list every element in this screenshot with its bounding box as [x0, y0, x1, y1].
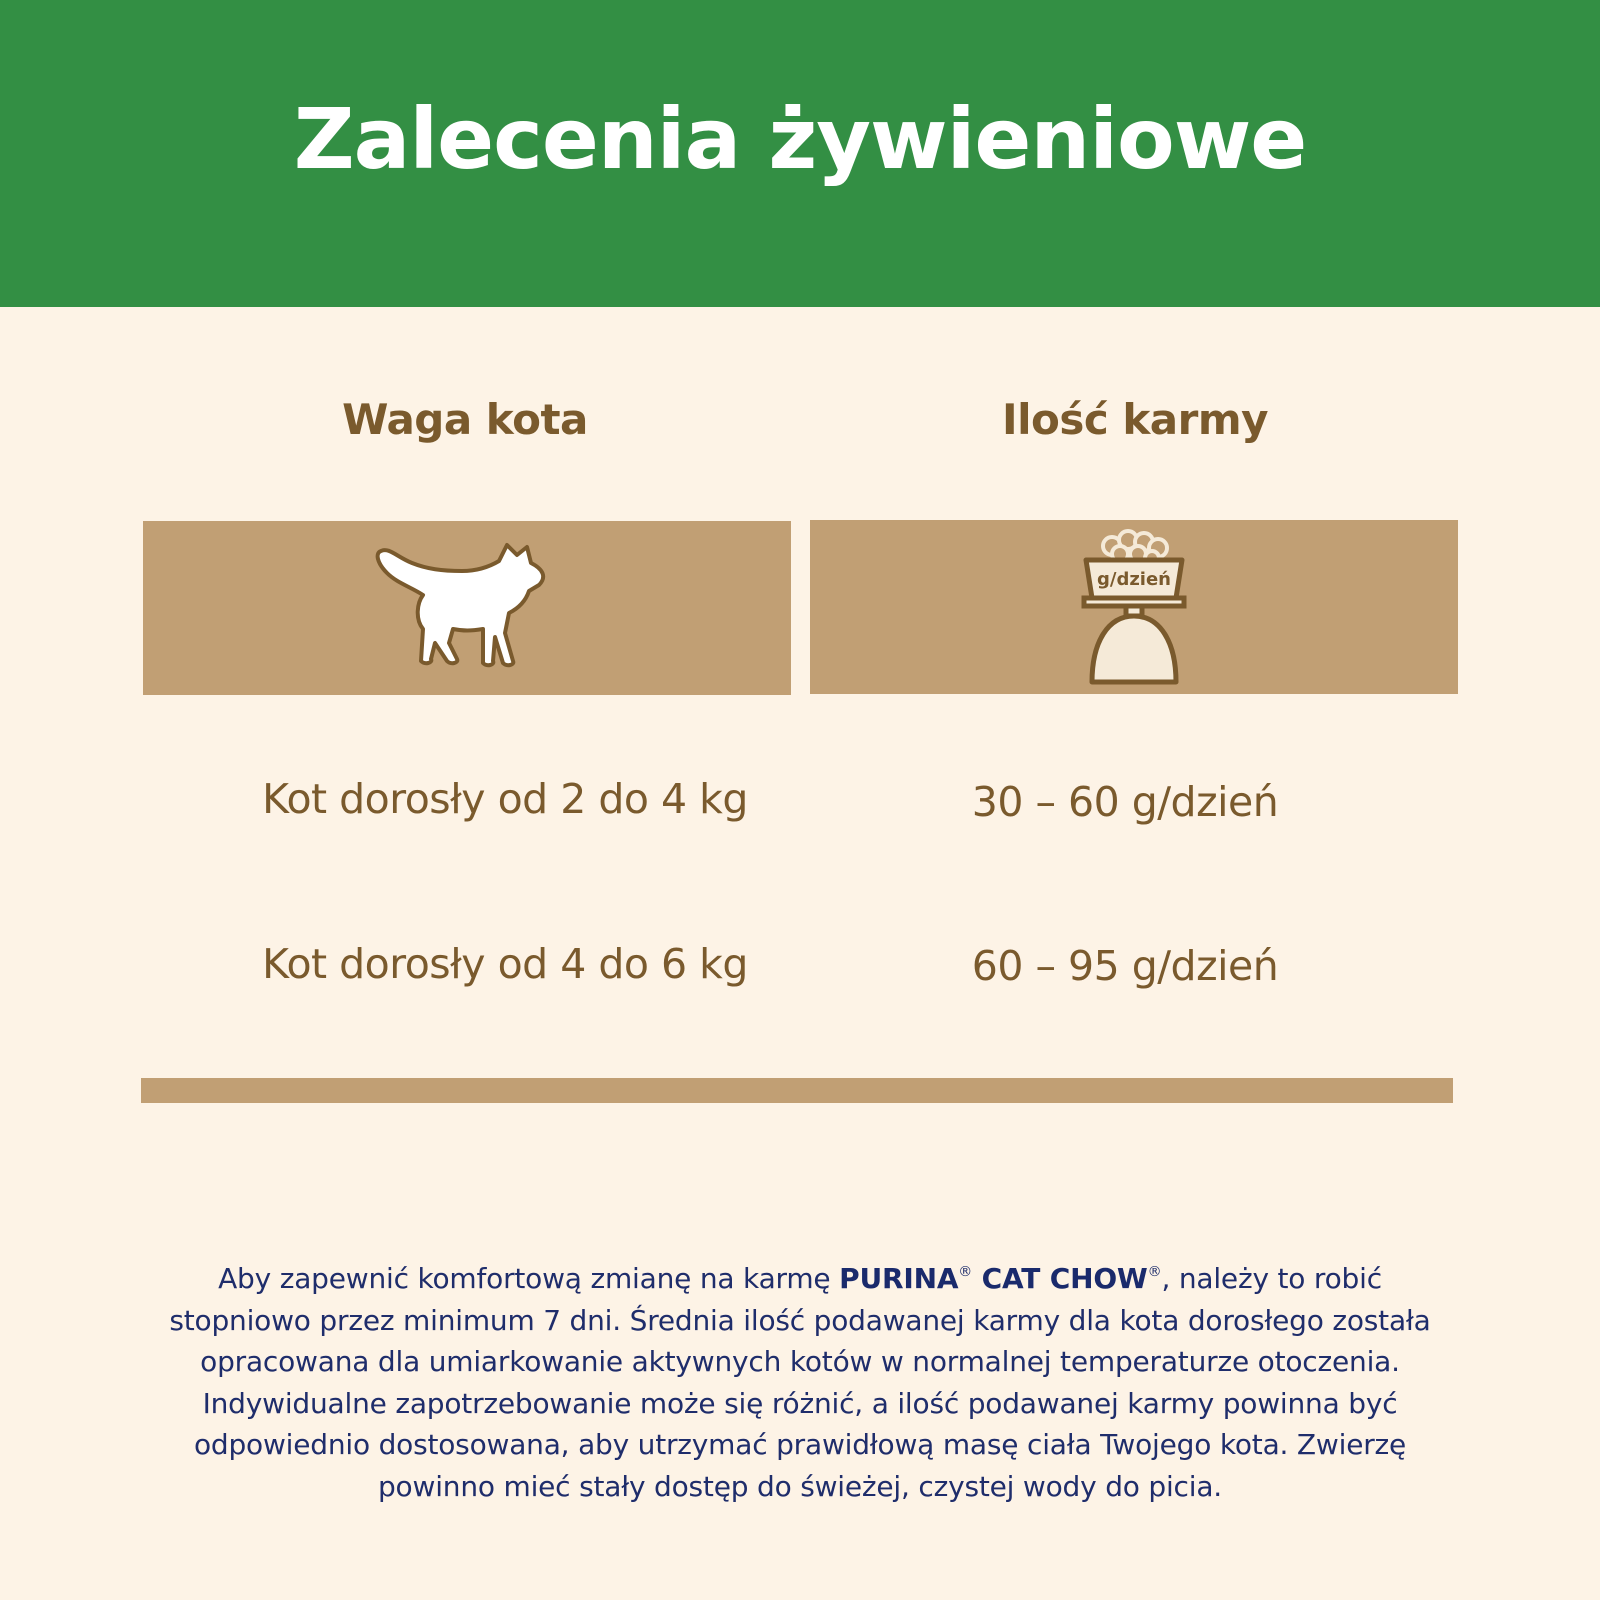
cat-icon: [367, 533, 567, 683]
column-header-amount: Ilość karmy: [1001, 395, 1269, 444]
weight-row-1: Kot dorosły od 2 do 4 kg: [262, 775, 748, 823]
brand-cat-chow: CAT CHOW: [972, 1262, 1148, 1295]
brand-purina: PURINA: [839, 1262, 959, 1295]
weight-row-2: Kot dorosły od 4 do 6 kg: [262, 940, 748, 988]
amount-icon-bar: [810, 520, 1458, 694]
feeding-note: [150, 1252, 1450, 1507]
divider-bar: [141, 1078, 1453, 1103]
weight-icon-bar: [143, 521, 791, 695]
amount-row-2: 60 – 95 g/dzień: [971, 942, 1279, 990]
note-text-2: , należy to robić stopniowo przez minimum 7 dni. Średnia ilość podawanej karmy dla kota dorosłego została opracowana dla umiarkowanie aktywnych kotów w normalnej temperaturze otoczenia. Indywidualne zapotrzebowanie może się różnić, a ilość podawanej karmy powinna być odpowiednio dostosowana, aby utrzymać prawidłową masę ciała Twojego kota. Zwierzę powinno mieć stały dostęp do świeżej, czystej wody do picia.: [169, 1262, 1431, 1503]
page-title: Zalecenia żywieniowe: [293, 89, 1307, 188]
registered-mark-2: ®: [1147, 1264, 1162, 1280]
amount-row-1: 30 – 60 g/dzień: [971, 778, 1279, 826]
header-banner: [0, 0, 1600, 307]
note-text-1: Aby zapewnić komfortową zmianę na karmę: [218, 1262, 840, 1295]
food-scale-icon: [1064, 522, 1204, 692]
registered-mark-1: ®: [958, 1264, 973, 1280]
scale-label: g/dzień: [1096, 569, 1172, 590]
column-header-weight: Waga kota: [342, 395, 588, 444]
